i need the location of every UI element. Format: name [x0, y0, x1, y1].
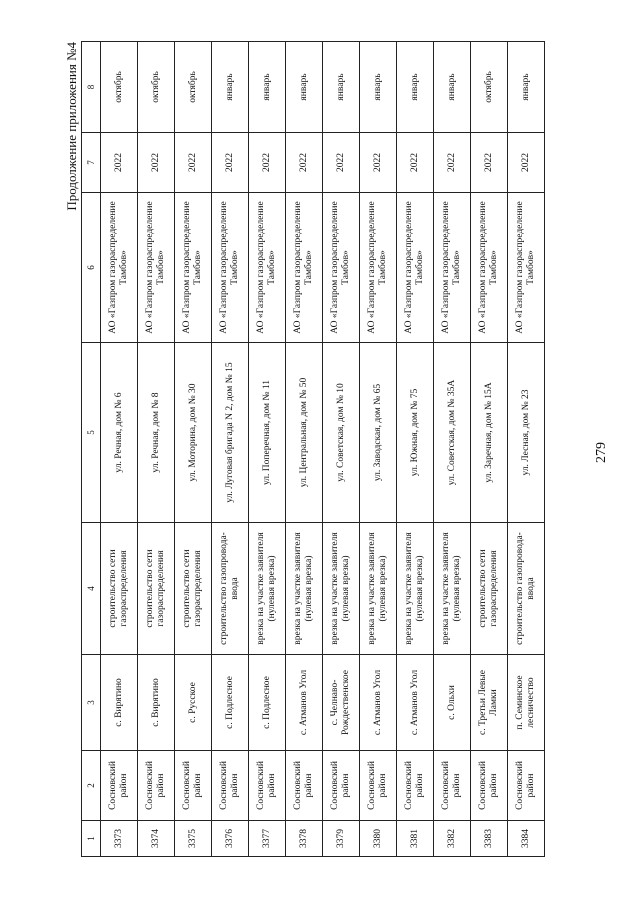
row-number: 3378	[286, 821, 323, 857]
address-cell: ул. Заводская, дом № 65	[360, 343, 397, 523]
organization-cell: АО «Газпром газораспределение Тамбов»	[434, 193, 471, 343]
row-number: 3380	[360, 821, 397, 857]
month-cell: январь	[508, 42, 545, 133]
column-header: 1	[82, 821, 101, 857]
table-row	[360, 42, 397, 857]
year-cell: 2022	[138, 133, 175, 193]
work-type-cell: строительство сети газораспределения	[101, 523, 138, 655]
settlement-cell: с. Русское	[175, 655, 212, 751]
row-number: 3375	[175, 821, 212, 857]
appendix-caption: Продолжение приложения №4	[64, 42, 79, 211]
settlement-cell: с. Атманов Угол	[286, 655, 323, 751]
month-cell: январь	[286, 42, 323, 133]
address-cell: ул. Речная, дом № 8	[138, 343, 175, 523]
organization-cell: АО «Газпром газораспределение Тамбов»	[286, 193, 323, 343]
settlement-cell: п. Семинское лесничество	[508, 655, 545, 751]
year-cell: 2022	[286, 133, 323, 193]
organization-cell: АО «Газпром газораспределение Тамбов»	[397, 193, 434, 343]
year-cell: 2022	[360, 133, 397, 193]
month-cell: октябрь	[471, 42, 508, 133]
month-cell: январь	[397, 42, 434, 133]
year-cell: 2022	[508, 133, 545, 193]
organization-cell: АО «Газпром газораспределение Тамбов»	[138, 193, 175, 343]
settlement-cell: с. Вирятино	[101, 655, 138, 751]
row-number: 3379	[323, 821, 360, 857]
row-number: 3381	[397, 821, 434, 857]
address-cell: ул. Поперечная, дом № 11	[249, 343, 286, 523]
address-cell: ул. Южная, дом № 75	[397, 343, 434, 523]
month-cell: октябрь	[101, 42, 138, 133]
column-header: 6	[82, 193, 101, 343]
table-row	[249, 42, 286, 857]
table-row	[175, 42, 212, 857]
table-row	[397, 42, 434, 857]
year-cell: 2022	[397, 133, 434, 193]
settlement-cell: с. Ольхи	[434, 655, 471, 751]
work-type-cell: строительство газопровода-ввода	[212, 523, 249, 655]
table-body	[101, 42, 545, 857]
year-cell: 2022	[471, 133, 508, 193]
row-number: 3377	[249, 821, 286, 857]
row-number: 3373	[101, 821, 138, 857]
work-type-cell: врезка на участке заявителя (нулевая врезка)	[286, 523, 323, 655]
table-row	[138, 42, 175, 857]
organization-cell: АО «Газпром газораспределение Тамбов»	[360, 193, 397, 343]
month-cell: январь	[323, 42, 360, 133]
work-type-cell: строительство газопровода-ввода	[508, 523, 545, 655]
organization-cell: АО «Газпром газораспределение Тамбов»	[175, 193, 212, 343]
settlement-cell: с. Челнаво-Рождественское	[323, 655, 360, 751]
organization-cell: АО «Газпром газораспределение Тамбов»	[508, 193, 545, 343]
column-header: 5	[82, 343, 101, 523]
row-number: 3376	[212, 821, 249, 857]
work-type-cell: врезка на участке заявителя (нулевая врезка)	[249, 523, 286, 655]
table-row	[286, 42, 323, 857]
column-header: 8	[82, 42, 101, 133]
column-header: 2	[82, 751, 101, 821]
year-cell: 2022	[101, 133, 138, 193]
settlement-cell: с. Вирятино	[138, 655, 175, 751]
header-row	[82, 42, 101, 857]
work-type-cell: строительство сети газораспределения	[471, 523, 508, 655]
work-type-cell: врезка на участке заявителя (нулевая врезка)	[434, 523, 471, 655]
work-type-cell: строительство сети газораспределения	[175, 523, 212, 655]
row-number: 3383	[471, 821, 508, 857]
settlement-cell: с. Атманов Угол	[360, 655, 397, 751]
table-row	[323, 42, 360, 857]
month-cell: январь	[249, 42, 286, 133]
organization-cell: АО «Газпром газораспределение Тамбов»	[471, 193, 508, 343]
district-cell: Сосновский район	[508, 751, 545, 821]
settlement-cell: с. Атманов Угол	[397, 655, 434, 751]
year-cell: 2022	[175, 133, 212, 193]
address-cell: ул. Советская, дом № 35А	[434, 343, 471, 523]
district-cell: Сосновский район	[249, 751, 286, 821]
work-type-cell: врезка на участке заявителя (нулевая врезка)	[323, 523, 360, 655]
work-type-cell: строительство сети газораспределения	[138, 523, 175, 655]
month-cell: январь	[212, 42, 249, 133]
district-cell: Сосновский район	[101, 751, 138, 821]
address-cell: ул. Лесная, дом № 23	[508, 343, 545, 523]
district-cell: Сосновский район	[360, 751, 397, 821]
table-row	[508, 42, 545, 857]
table-row	[434, 42, 471, 857]
settlement-cell: с. Подлесное	[212, 655, 249, 751]
year-cell: 2022	[212, 133, 249, 193]
registry-table	[81, 41, 545, 857]
row-number: 3382	[434, 821, 471, 857]
year-cell: 2022	[434, 133, 471, 193]
table-row	[212, 42, 249, 857]
district-cell: Сосновский район	[212, 751, 249, 821]
settlement-cell: с. Подлесное	[249, 655, 286, 751]
district-cell: Сосновский район	[175, 751, 212, 821]
month-cell: январь	[434, 42, 471, 133]
work-type-cell: врезка на участке заявителя (нулевая врезка)	[397, 523, 434, 655]
district-cell: Сосновский район	[434, 751, 471, 821]
column-header: 4	[82, 523, 101, 655]
address-cell: ул. Моторина, дом № 30	[175, 343, 212, 523]
organization-cell: АО «Газпром газораспределение Тамбов»	[212, 193, 249, 343]
organization-cell: АО «Газпром газораспределение Тамбов»	[101, 193, 138, 343]
organization-cell: АО «Газпром газораспределение Тамбов»	[323, 193, 360, 343]
year-cell: 2022	[323, 133, 360, 193]
address-cell: ул. Советская, дом № 10	[323, 343, 360, 523]
settlement-cell: с. Третьи Левые Ламки	[471, 655, 508, 751]
district-cell: Сосновский район	[397, 751, 434, 821]
address-cell: ул. Заречная, дом № 15А	[471, 343, 508, 523]
page-number: 279	[594, 442, 609, 463]
month-cell: январь	[360, 42, 397, 133]
district-cell: Сосновский район	[471, 751, 508, 821]
column-header: 7	[82, 133, 101, 193]
column-header: 3	[82, 655, 101, 751]
month-cell: октябрь	[175, 42, 212, 133]
work-type-cell: врезка на участке заявителя (нулевая врезка)	[360, 523, 397, 655]
district-cell: Сосновский район	[323, 751, 360, 821]
district-cell: Сосновский район	[138, 751, 175, 821]
address-cell: ул. Центральная, дом № 50	[286, 343, 323, 523]
organization-cell: АО «Газпром газораспределение Тамбов»	[249, 193, 286, 343]
year-cell: 2022	[249, 133, 286, 193]
month-cell: октябрь	[138, 42, 175, 133]
address-cell: ул. Луговая бригада N 2, дом № 15	[212, 343, 249, 523]
row-number: 3384	[508, 821, 545, 857]
row-number: 3374	[138, 821, 175, 857]
address-cell: ул. Речная, дом № 6	[101, 343, 138, 523]
table-row	[471, 42, 508, 857]
district-cell: Сосновский район	[286, 751, 323, 821]
table-row	[101, 42, 138, 857]
